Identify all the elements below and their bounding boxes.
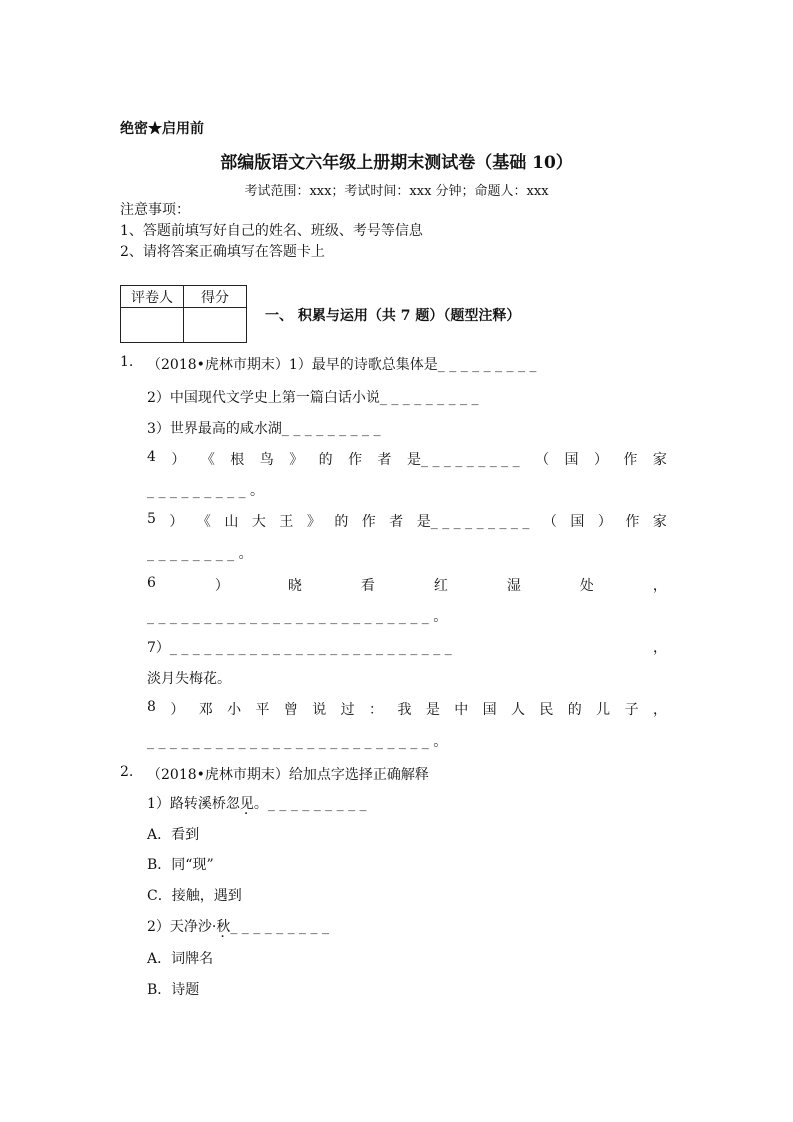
text-char: （ <box>535 452 550 468</box>
text-char: 晓 <box>287 578 302 594</box>
answer-blank[interactable]: 是_ _ _ _ _ _ _ _ _ <box>416 514 530 530</box>
score-table-grader-header: 评卷人 <box>121 286 184 308</box>
answer-blank[interactable]: 7）_ _ _ _ _ _ _ _ _ _ _ _ _ _ _ _ _ _ _ _ _ _ _ _ _ <box>147 640 452 656</box>
text-char: ， <box>652 578 667 594</box>
text-char: 的 <box>567 702 582 718</box>
question-1-line-7 <box>147 637 667 657</box>
question-1-line-5 <box>147 511 667 531</box>
notes <box>120 200 423 263</box>
text-char: 看 <box>360 578 375 594</box>
text-char: 儿 <box>596 702 611 718</box>
option-a[interactable]: A．词牌名 <box>147 951 214 967</box>
text-char: ） <box>597 514 612 530</box>
dotted-char: 秋 <box>216 919 231 935</box>
text-char: 处 <box>579 578 594 594</box>
text-char: （ <box>542 514 557 530</box>
text-char: 的 <box>318 452 333 468</box>
text-char: 大 <box>251 514 266 530</box>
notes-item: 1、答题前填写好自己的姓名、班级、考号等信息 <box>120 223 423 239</box>
question-2-stem: （2018•虎林市期末）给加点字选择正确解释 <box>147 767 429 783</box>
question-1-number: 1. <box>120 354 134 370</box>
text-char: 小 <box>227 702 242 718</box>
text-char: ， <box>653 640 667 656</box>
text-char: 曾 <box>283 702 298 718</box>
text-char: ） <box>214 578 229 594</box>
question-1-line-8 <box>147 699 667 719</box>
answer-blank[interactable]: 是_ _ _ _ _ _ _ _ _ <box>407 452 520 468</box>
text-char: 平 <box>255 702 270 718</box>
question-1-line-3: 3）世界最高的咸水湖_ _ _ _ _ _ _ _ _ <box>147 421 381 437</box>
text-char: 中 <box>454 702 469 718</box>
text-char: 作 <box>348 452 363 468</box>
option-c[interactable]: C．接触，遇到 <box>147 888 242 904</box>
question-1-line-2: 2）中国现代文学史上第一篇白话小说_ _ _ _ _ _ _ _ _ <box>147 390 479 406</box>
confidential-mark: 绝密★启用前 <box>120 121 204 137</box>
text-char: 人 <box>511 702 525 718</box>
text-char: 民 <box>539 702 554 718</box>
text-char: 国 <box>482 702 497 718</box>
text-char: 我 <box>397 702 412 718</box>
answer-blank[interactable]: _ _ _ _ _ _ _ _ 。 <box>147 546 253 562</box>
text-char: 《 <box>200 452 215 468</box>
section-title: 一、 积累与运用（共 7 题）（题型注释） <box>265 308 521 324</box>
text-char: 者 <box>389 514 404 530</box>
question-2-sub-1 <box>147 793 367 813</box>
notes-heading: 注意事项： <box>120 202 190 218</box>
text-char: 鸟 <box>259 452 274 468</box>
question-2-sub-2 <box>147 916 329 936</box>
text-char: 国 <box>570 514 585 530</box>
sub-question-text: 2）天净沙· <box>147 919 217 935</box>
question-1-stem: （2018•虎林市期末）1）最早的诗歌总集体是_ _ _ _ _ _ _ _ _ <box>147 357 537 373</box>
text-char: 的 <box>334 514 349 530</box>
text-char: ： <box>369 702 384 718</box>
score-table <box>120 285 247 343</box>
answer-blank[interactable]: _ _ _ _ _ _ _ _ _ _ _ _ _ _ _ _ _ _ _ _ _ _ _ _ _ 。 <box>147 734 448 750</box>
exam-meta: 考试范围：xxx；考试时间：xxx 分钟；命题人：xxx <box>244 184 549 199</box>
text-char: 作 <box>361 514 376 530</box>
option-b[interactable]: B．同“现” <box>147 857 214 873</box>
text-char: 》 <box>306 514 321 530</box>
option-b[interactable]: B．诗题 <box>147 982 200 998</box>
text-char: 作 <box>623 452 638 468</box>
text-char: 湿 <box>506 578 521 594</box>
text-char: ） <box>170 702 185 718</box>
answer-blank[interactable]: _ _ _ _ _ _ _ _ _ _ _ _ _ _ _ _ _ _ _ _ _ _ _ _ _ 。 <box>147 609 448 625</box>
text-char: 是 <box>425 702 440 718</box>
text-char: ） <box>171 452 186 468</box>
exam-title: 部编版语文六年级上册期末测试卷（基础 10） <box>220 153 573 173</box>
score-table-score-cell[interactable] <box>184 308 247 343</box>
question-1-line-7b: 淡月失梅花。 <box>147 671 231 687</box>
dotted-char: 见 <box>239 796 254 812</box>
question-1-line-6 <box>147 575 667 595</box>
text-char: 过 <box>340 702 355 718</box>
text-char: 红 <box>433 578 448 594</box>
option-a[interactable]: A．看到 <box>147 827 200 843</box>
sub-question-text: 1）路转溪桥忽 <box>147 796 240 812</box>
text-char: 者 <box>377 452 392 468</box>
score-table-score-header: 得分 <box>184 286 247 308</box>
text-char: 》 <box>289 452 304 468</box>
text-char: 说 <box>312 702 327 718</box>
text-char: ） <box>169 514 184 530</box>
text-char: ， <box>652 702 667 718</box>
text-char: 家 <box>652 514 667 530</box>
text-char: 4 <box>147 449 156 465</box>
answer-blank[interactable]: 。_ _ _ _ _ _ _ _ _ <box>253 796 367 812</box>
text-char: 6 <box>147 575 156 591</box>
text-char: 5 <box>147 511 156 527</box>
text-char: 山 <box>224 514 239 530</box>
text-char: ） <box>593 452 608 468</box>
notes-item: 2、请将答案正确填写在答题卡上 <box>120 244 325 260</box>
text-char: 根 <box>230 452 245 468</box>
text-char: 《 <box>196 514 211 530</box>
text-char: 家 <box>652 452 667 468</box>
text-char: 子 <box>624 702 639 718</box>
text-char: 作 <box>625 514 640 530</box>
text-char: 国 <box>564 452 579 468</box>
answer-blank[interactable]: _ _ _ _ _ _ _ _ _ <box>230 919 329 935</box>
text-char: 8 <box>147 699 156 715</box>
text-char: 王 <box>279 514 294 530</box>
question-2-number: 2. <box>120 764 134 780</box>
score-table-grader-cell[interactable] <box>121 308 184 343</box>
answer-blank[interactable]: _ _ _ _ _ _ _ _ _ 。 <box>147 483 265 499</box>
question-1-line-4 <box>147 449 667 469</box>
text-char: 邓 <box>198 702 213 718</box>
